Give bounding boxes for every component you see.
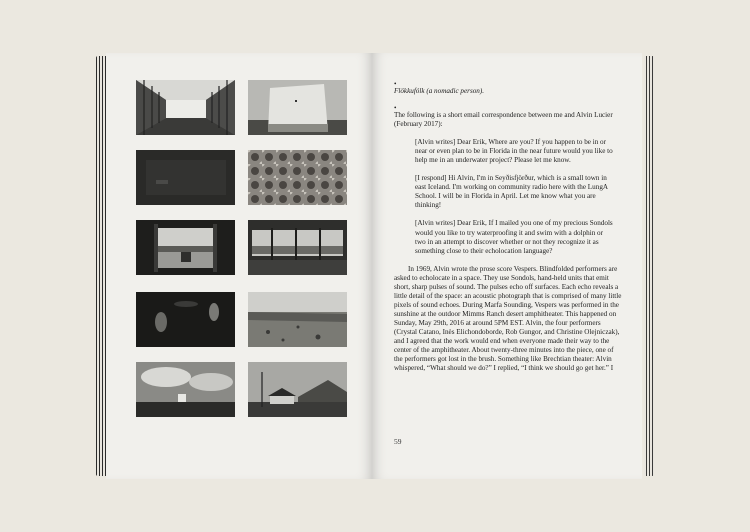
corridor-ceiling-photo <box>136 80 235 135</box>
intro-text: The following is a short email correspondence between me and Alvin Lucier (February 2017): <box>394 111 613 129</box>
sky-clouds-photo <box>136 362 235 417</box>
dark-lights-photo <box>136 292 235 347</box>
doorway-landscape-photo <box>136 220 235 275</box>
patterned-wallpaper-photo <box>248 150 347 205</box>
dark-interior-photo <box>136 150 235 205</box>
page-number: 59 <box>394 437 402 446</box>
email-quote: [Alvin writes] Dear Erik, Where are you? If you happen to be in or near or even plan to be in Florida in the near future would you like to help me in an underwater project? Please let me know. <box>415 138 613 165</box>
bullet-marker: • <box>394 80 397 88</box>
continuation-text: Flökkufólk (a nomadic person). <box>394 87 485 95</box>
left-page <box>106 53 372 479</box>
right-page <box>372 53 642 479</box>
rocky-ground-photo <box>248 292 347 347</box>
email-quote: [Alvin writes] Dear Erik, If I mailed you one of my precious Sondols would you like to try waterproofing it and swim with a dolphin or two in an attempt to discover whether or not they recognize it as something close to their echolocation language? <box>415 219 613 255</box>
body-text <box>394 81 622 373</box>
bullet-marker: • <box>394 104 397 113</box>
page-edges-right <box>644 56 654 476</box>
open-book <box>96 53 654 479</box>
house-hill-photo <box>248 362 347 417</box>
wall-sky-photo <box>248 80 347 135</box>
panoramic-window-photo <box>248 220 347 275</box>
email-quote: [I respond] Hi Alvin, I'm in Seyðisfjörður, which is a small town in east Iceland. I'm working on community radio here with the LungA School. I will be in Florida in April. Let me know what you are thinking! <box>415 174 608 210</box>
body-paragraph: In 1969, Alvin wrote the prose score Vespers. Blindfolded performers are asked to echolocate in a space. They use Sondols, hand-held units that emit short, sharp pulses of sound. The pulses echo off surfaces. Each echo reveals a little detail of the space: an acoustic photograph that is comprised of many little pixels of sound echoes. During Marfa Sounding, Vespers was performed in the sunshine at the outdoor Mimms Ranch desert amphitheater. This happened on Sunday, May 29th, 2016 at around 5PM EST. Alvin, the four performers (Crystal Catano, Inès Elichondoborde, Rob Gungor, and Christine Olejniczak), and I agreed that the work would end when everyone made their way to the center of the amphitheater. About twenty-three minutes into the piece, one of the performers got lost in the brush. Something like Brechtian theater: Alvin whispered, “What should we do?” I replied, “I think we should go get her.” I <box>394 264 622 373</box>
